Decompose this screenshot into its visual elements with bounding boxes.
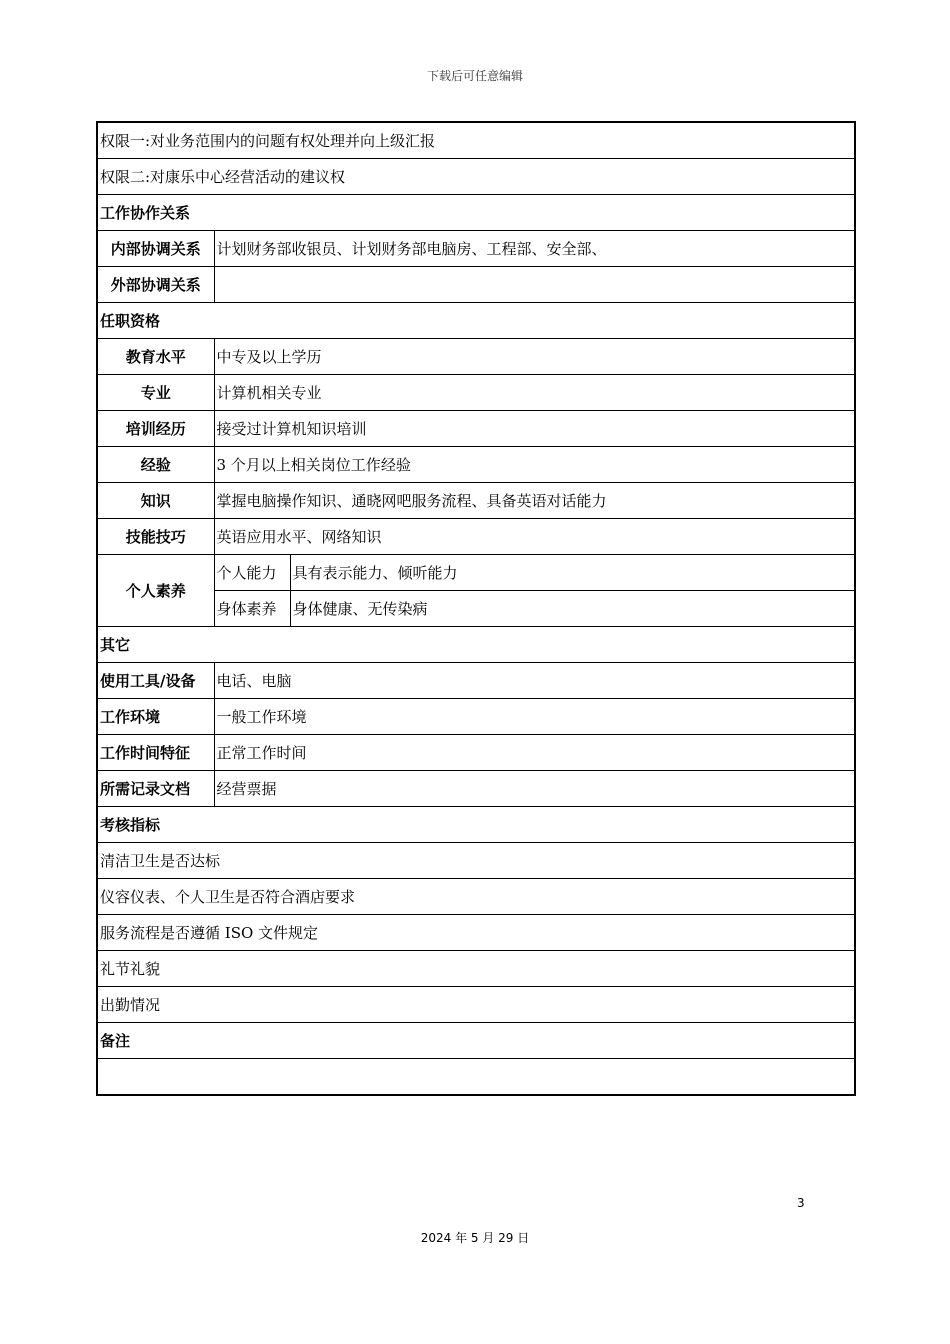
- kpi-row: [97, 987, 855, 1023]
- kpi-item: 清洁卫生是否达标: [97, 843, 855, 879]
- row-label: 外部协调关系: [97, 267, 214, 303]
- row-value: 3 个月以上相关岗位工作经验: [214, 447, 855, 483]
- remarks-row: [97, 1059, 855, 1096]
- section-kpi: [97, 807, 855, 843]
- row-value: [214, 267, 855, 303]
- sub-label: 身体素养: [214, 591, 290, 627]
- authority-text-1: 权限一:对业务范围内的问题有权处理并向上级汇报: [97, 122, 855, 159]
- other-row: [97, 735, 855, 771]
- remarks-value: [97, 1059, 855, 1096]
- qualification-row: [97, 447, 855, 483]
- other-row: [97, 699, 855, 735]
- row-label: 经验: [97, 447, 214, 483]
- row-label: 使用工具/设备: [97, 663, 214, 699]
- row-value: 掌握电脑操作知识、通晓网吧服务流程、具备英语对话能力: [214, 483, 855, 519]
- row-label: 工作环境: [97, 699, 214, 735]
- qualification-row: [97, 339, 855, 375]
- section-other: [97, 627, 855, 663]
- row-label: 培训经历: [97, 411, 214, 447]
- sub-label: 个人能力: [214, 555, 290, 591]
- authority-text-2: 权限二:对康乐中心经营活动的建议权: [97, 159, 855, 195]
- section-title: 考核指标: [97, 807, 855, 843]
- row-value: 计划财务部收银员、计划财务部电脑房、工程部、安全部、: [214, 231, 855, 267]
- section-remarks: [97, 1023, 855, 1059]
- section-qualifications: [97, 303, 855, 339]
- section-title: 备注: [97, 1023, 855, 1059]
- row-label: 教育水平: [97, 339, 214, 375]
- page-number: 3: [797, 1196, 805, 1210]
- section-title: 工作协作关系: [97, 195, 855, 231]
- footer-date: 2024 年 5 月 29 日: [420, 1231, 530, 1245]
- other-row: [97, 771, 855, 807]
- row-value: 接受过计算机知识培训: [214, 411, 855, 447]
- qualification-row: [97, 411, 855, 447]
- kpi-item: 礼节礼貌: [97, 951, 855, 987]
- row-label: 所需记录文档: [97, 771, 214, 807]
- row-label: 知识: [97, 483, 214, 519]
- row-value: 中专及以上学历: [214, 339, 855, 375]
- row-label: 内部协调关系: [97, 231, 214, 267]
- row-value: 经营票据: [214, 771, 855, 807]
- authority-row-1: [97, 122, 855, 159]
- kpi-row: [97, 915, 855, 951]
- internal-coordination-row: [97, 231, 855, 267]
- kpi-row: [97, 843, 855, 879]
- qualification-row: [97, 483, 855, 519]
- row-label: 工作时间特征: [97, 735, 214, 771]
- kpi-item: 服务流程是否遵循 ISO 文件规定: [97, 915, 855, 951]
- sub-value: 身体健康、无传染病: [290, 591, 855, 627]
- row-label: 专业: [97, 375, 214, 411]
- qualification-row: [97, 519, 855, 555]
- personal-quality-row: [97, 555, 855, 591]
- section-title: 其它: [97, 627, 855, 663]
- row-label: 技能技巧: [97, 519, 214, 555]
- row-value: 电话、电脑: [214, 663, 855, 699]
- section-collaboration: [97, 195, 855, 231]
- section-title: 任职资格: [97, 303, 855, 339]
- other-row: [97, 663, 855, 699]
- row-value: 计算机相关专业: [214, 375, 855, 411]
- row-value: 英语应用水平、网络知识: [214, 519, 855, 555]
- kpi-row: [97, 951, 855, 987]
- header-note: 下载后可任意编辑: [426, 69, 523, 83]
- qualification-row: [97, 375, 855, 411]
- row-value: 一般工作环境: [214, 699, 855, 735]
- external-coordination-row: [97, 267, 855, 303]
- kpi-item: 出勤情况: [97, 987, 855, 1023]
- authority-row-2: [97, 159, 855, 195]
- job-description-table: [96, 121, 856, 1096]
- kpi-row: [97, 879, 855, 915]
- row-value: 正常工作时间: [214, 735, 855, 771]
- kpi-item: 仪容仪表、个人卫生是否符合酒店要求: [97, 879, 855, 915]
- row-label: 个人素养: [97, 555, 214, 627]
- sub-value: 具有表示能力、倾听能力: [290, 555, 855, 591]
